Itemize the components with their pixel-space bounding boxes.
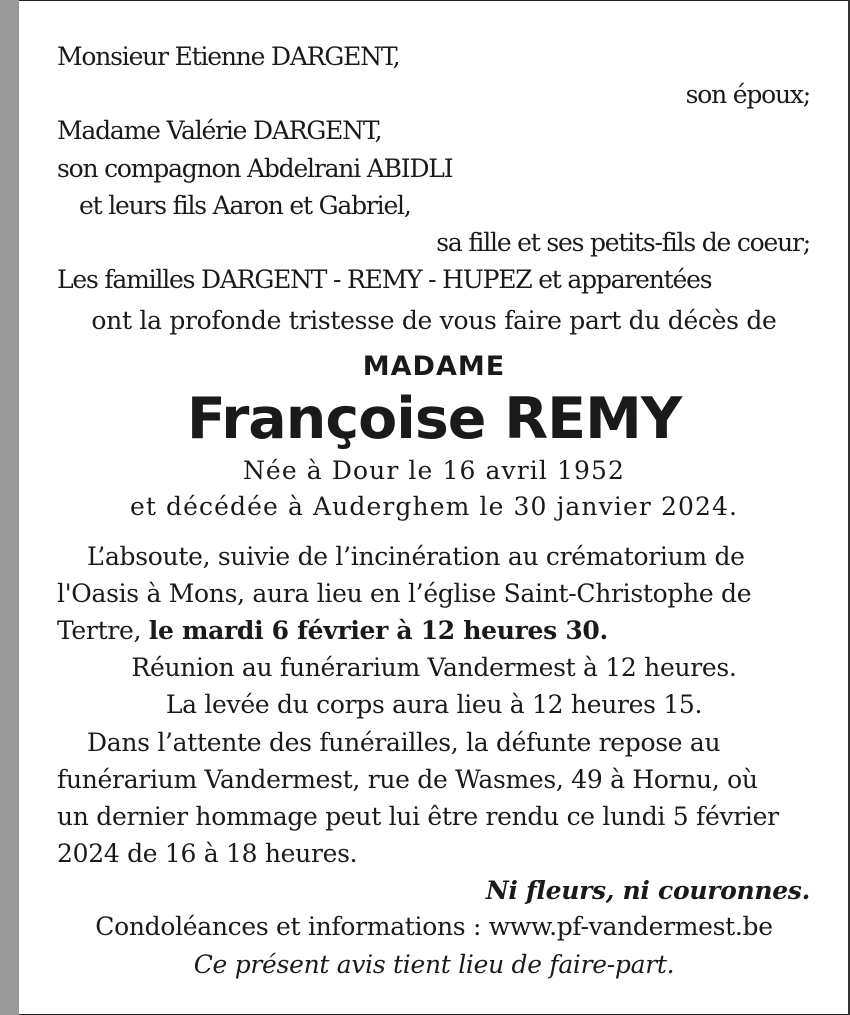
family-daughter: Madame Valérie DARGENT, — [57, 116, 382, 145]
repose-line-1: Dans l’attente des funérailles, la défunte repose au — [87, 728, 721, 757]
no-flowers-line: Ni fleurs, ni couronnes. — [485, 876, 810, 905]
announcement-line: ont la profonde tristesse de vous faire part du décès de — [91, 306, 777, 335]
body-removal-line: La levée du corps aura lieu à 12 heures 15. — [165, 690, 703, 719]
ceremony-line-2: l'Oasis à Mons, aura lieu en l’église Saint-Christophe de — [57, 579, 752, 608]
deceased-name: Françoise REMY — [186, 386, 682, 452]
repose-line-4: 2024 de 16 à 18 heures. — [57, 839, 358, 868]
birth-line: Née à Dour le 16 avril 1952 — [242, 456, 626, 485]
family-daughter-relation: sa fille et ses petits-fils de coeur; — [436, 228, 810, 257]
repose-line-2: funérarium Vandermest, rue de Wasmes, 49 à Hornu, où — [57, 765, 758, 794]
gathering-line: Réunion au funérarium Vandermest à 12 heures. — [131, 653, 737, 682]
deceased-title: MADAME — [362, 351, 506, 382]
family-husband: Monsieur Etienne DARGENT, — [57, 42, 400, 71]
death-line: et décédée à Auderghem le 30 janvier 2024. — [129, 492, 739, 521]
family-husband-relation: son époux; — [685, 80, 810, 109]
ceremony-line-3 — [57, 615, 608, 647]
family-relatives: Les familles DARGENT - REMY - HUPEZ et apparentées — [57, 265, 712, 294]
family-sons: et leurs fils Aaron et Gabriel, — [79, 191, 411, 220]
repose-line-3: un dernier hommage peut lui être rendu ce lundi 5 février — [57, 802, 779, 831]
faire-part-line: Ce présent avis tient lieu de faire-part. — [193, 950, 675, 979]
left-margin-bar — [0, 0, 19, 1015]
ceremony-location-end: Tertre, — [57, 616, 149, 645]
ceremony-line-1: L’absoute, suivie de l’incinération au crématorium de — [87, 542, 745, 571]
family-partner: son compagnon Abdelrani ABIDLI — [57, 154, 453, 183]
ceremony-date-time: le mardi 6 février à 12 heures 30. — [148, 616, 608, 645]
condolences-line: Condoléances et informations : www.pf-vandermest.be — [95, 912, 773, 941]
